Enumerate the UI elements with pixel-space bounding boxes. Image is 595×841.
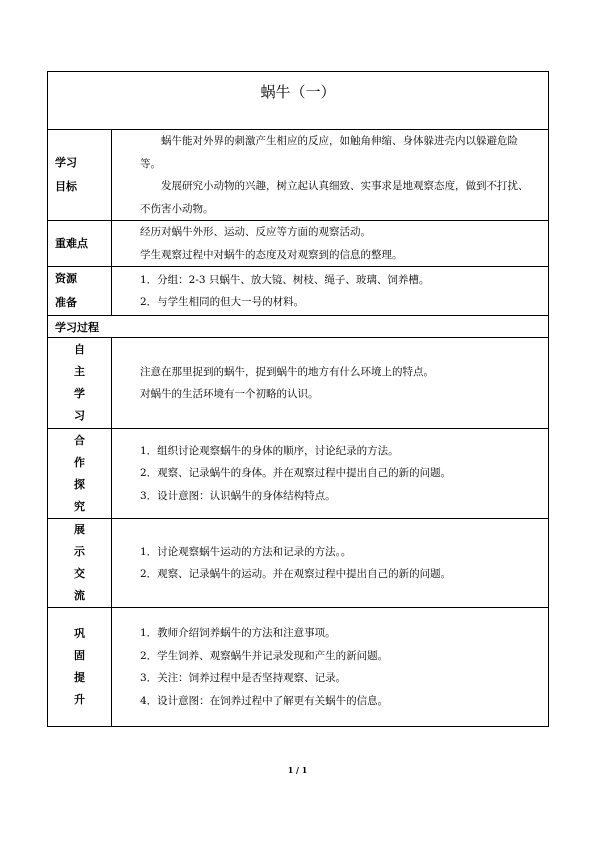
process-header-row	[48, 316, 549, 338]
objectives-row	[48, 130, 549, 221]
stage-label-char: 升	[74, 693, 85, 706]
resource-item: 1．分组：2-3 只蜗牛、放大镜、树枝、绳子、玻璃、饲养槽。	[140, 273, 430, 286]
stage-label-char: 固	[74, 649, 85, 662]
stage-row	[48, 608, 549, 727]
stage-content-cooperation	[112, 429, 549, 519]
stage-text: 1．教师介绍饲养蜗牛的方法和注意事项。	[140, 627, 336, 639]
resources-content	[112, 267, 549, 316]
key-points-row	[48, 221, 549, 267]
key-point-text: 经历对蜗牛外形、运动、反应等方面的观察活动。	[140, 226, 371, 238]
key-point-text: 学生观察过程中对蜗牛的态度及对观察到的信息的整理。	[140, 248, 403, 261]
stage-text: 1．讨论观察蜗牛运动的方法和记录的方法。。	[140, 545, 352, 558]
stage-label-char: 自	[74, 343, 85, 356]
stage-content-consolidation	[112, 608, 549, 727]
objective-text: 发展研究小动物的兴趣，树立起认真细致、实事求是地观察态度，做到不打扰、不伤害小动物。	[140, 180, 529, 215]
title-row	[48, 72, 549, 130]
objectives-content	[112, 130, 549, 221]
stage-row	[48, 429, 549, 519]
stage-label-char: 习	[74, 409, 85, 422]
stage-text: 4．设计意图：在饲养过程中了解更有关蜗牛的信息。	[140, 694, 389, 707]
resources-label-line: 资源	[55, 272, 77, 285]
stage-label-char: 流	[74, 589, 85, 602]
stage-label-self-study	[48, 338, 112, 429]
stage-text: 2．观察、记录蜗牛的身体。并在观察过程中提出自己的新的问题。	[140, 467, 452, 480]
stage-text: 对蜗牛的生活环境有一个初略的认识。	[140, 388, 319, 400]
stage-label-char: 展	[74, 523, 85, 536]
resources-row	[48, 267, 549, 316]
stage-text: 注意在那里捉到的蜗牛，捉到蜗牛的地方有什么环境上的特点。	[140, 365, 434, 378]
stage-text: 3．关注：饲养过程中是否坚持观察、记录。	[140, 672, 347, 684]
stage-row	[48, 519, 549, 608]
key-points-content	[112, 221, 549, 267]
stage-label-char: 合	[74, 433, 85, 447]
process-header: 学习过程	[48, 316, 549, 338]
stage-content-self-study	[112, 338, 549, 429]
stage-label-cooperation	[48, 429, 112, 519]
objective-text: 蜗牛能对外界的刺激产生相应的反应，如触角伸缩、身体躲进壳内以躲避危险等。	[140, 135, 518, 170]
stage-text: 2．观察、记录蜗牛的运动。并在观察过程中提出自己的新的问题。	[140, 568, 452, 580]
title-cell	[48, 72, 549, 130]
key-points-label-text: 重难点	[55, 236, 88, 250]
stage-label-char: 示	[74, 545, 85, 558]
stage-label-char: 提	[74, 671, 85, 684]
stage-text: 2．学生饲养、观察蜗牛并记录发现和产生的新问题。	[140, 649, 389, 662]
stage-label-char: 究	[74, 499, 85, 513]
stage-row	[48, 338, 549, 429]
page-number: 1 / 1	[287, 765, 308, 775]
stage-content-presentation	[112, 519, 549, 608]
objectives-label-line: 目标	[55, 180, 77, 193]
objectives-label	[48, 130, 112, 221]
stage-label-char: 学	[74, 387, 85, 400]
stage-label-presentation	[48, 519, 112, 608]
resource-item: 2．与学生相同的但大一号的材料。	[140, 296, 305, 308]
stage-text: 1．组织讨论观察蜗牛的身体的顺序，讨论纪录的方法。	[140, 444, 399, 457]
key-points-label	[48, 221, 112, 267]
stage-label-char: 探	[74, 477, 85, 491]
resources-label-line: 准备	[55, 296, 77, 309]
objectives-label-line: 学习	[55, 156, 77, 169]
stage-label-char: 巩	[74, 627, 85, 640]
lesson-plan-table	[47, 71, 549, 727]
stage-text: 3．设计意图：认识蜗牛的身体结构特点。	[140, 489, 336, 502]
stage-label-char: 交	[74, 567, 85, 580]
page-title: 蜗牛（一）	[260, 83, 336, 101]
resources-label	[48, 267, 112, 316]
stage-label-char: 主	[74, 365, 85, 378]
stage-label-consolidation	[48, 608, 112, 727]
stage-label-char: 作	[74, 455, 85, 469]
